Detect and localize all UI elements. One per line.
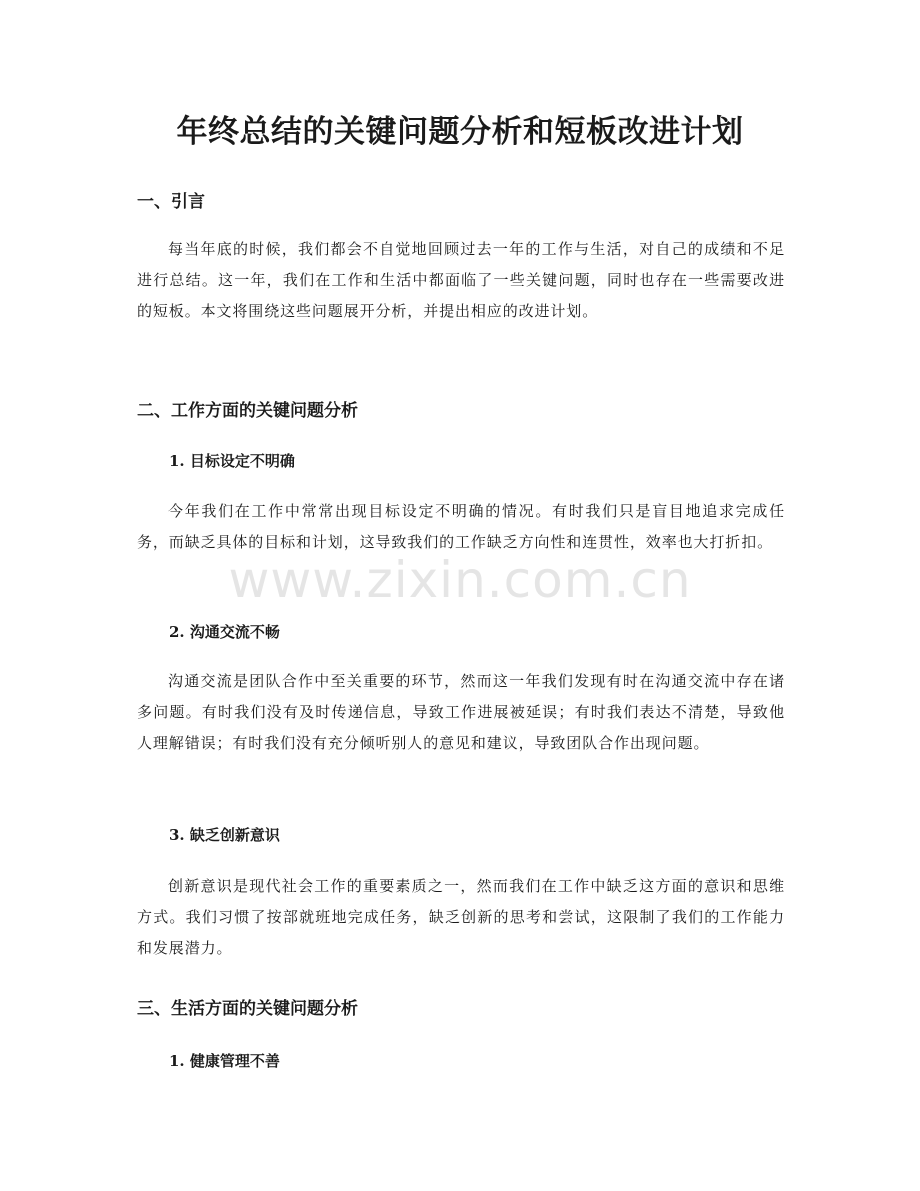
section-heading-work: 二、工作方面的关键问题分析: [137, 401, 358, 421]
subheading-goal-setting: 1. 目标设定不明确: [169, 452, 295, 470]
paragraph-innovation: 创新意识是现代社会工作的重要素质之一，然而我们在工作中缺乏这方面的意识和思维方式。我们习惯了按部就班地完成任务，缺乏创新的思考和尝试，这限制了我们的工作能力和发展潜力。: [137, 877, 785, 957]
subheading-health: 1. 健康管理不善: [169, 1052, 280, 1070]
paragraph-communication: 沟通交流是团队合作中至关重要的环节，然而这一年我们发现有时在沟通交流中存在诸多问题。有时我们没有及时传递信息，导致工作进展被延误；有时我们表达不清楚，导致他人理解错误；有时我们没有充分倾听别人的意见和建议，导致团队合作出现问题。: [137, 672, 785, 752]
paragraph-goal-setting: 今年我们在工作中常常出现目标设定不明确的情况。有时我们只是盲目地追求完成任务，而缺乏具体的目标和计划，这导致我们的工作缺乏方向性和连贯性，效率也大打折扣。: [137, 502, 785, 551]
subheading-innovation: 3. 缺乏创新意识: [169, 826, 280, 844]
watermark: www.zixin.com.cn: [228, 551, 692, 609]
section-heading-life: 三、生活方面的关键问题分析: [137, 999, 358, 1019]
subheading-communication: 2. 沟通交流不畅: [169, 623, 280, 641]
section-paragraph-intro: 每当年底的时候，我们都会不自觉地回顾过去一年的工作与生活，对自己的成绩和不足进行总结。这一年，我们在工作和生活中都面临了一些关键问题，同时也存在一些需要改进的短板。本文将围绕这些问题展开分析，并提出相应的改进计划。: [137, 240, 785, 320]
section-heading-intro: 一、引言: [137, 192, 205, 212]
document-title: 年终总结的关键问题分析和短板改进计划: [176, 114, 744, 150]
